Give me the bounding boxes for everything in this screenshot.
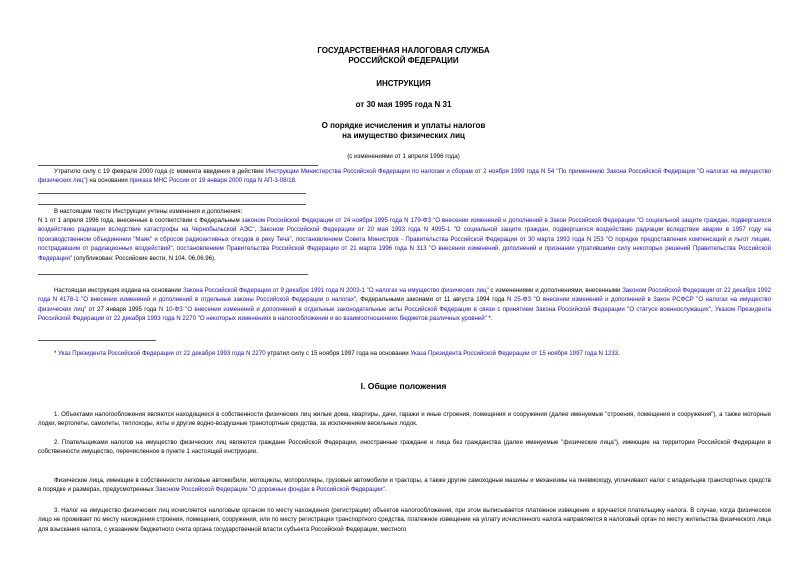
expiry-note [38,167,771,186]
footnote [38,349,771,358]
text: , [291,235,296,243]
paragraph-vehicles [38,476,771,495]
text: ) на основании [85,177,130,185]
text: * [54,350,59,357]
text: от 27 января 1995 года [86,305,159,313]
link-decree-2270[interactable]: Указом Президента Российской Федерации от 22 декабря 1993 года N 2270 "О некоторых изменениях в налогообложении и во взаимоотношениях бюджетов различных уровней" [38,305,771,323]
basis-paragraph [38,286,771,324]
text: , [254,226,260,234]
text: (опубликован: Российские вести, N 104, 06.06.96). [72,254,216,262]
org-name-line2: РОССИЙСКОЙ ФЕДЕРАЦИИ [348,56,459,65]
link-mns-instruction[interactable]: Инструкции Министерства Российской Федерации по налогам и сборам от 2 ноября 1999 года N 54 "По применению Закона Российской Федерации "О налогах на имущество физических лиц" [38,168,772,185]
paragraph-payers: 2. Плательщиками налогов на имущество физических лиц являются граждане Российской Федерации, иностранные граждане и лица без гражданства (далее именуемые "физические лица"), имеющие на территории Российской Федерации в собственности имущество, перечисленное в пункте 1 настоящей инструкции. [38,439,771,456]
link-law-4995[interactable]: Законом Российской Федерации от 20 мая 1993 года N 4995-1 "О социальной защите граждан, подвергшихся воздействию радиации вследствие аварии в 1957 году на производственном объединении "Маяк" и сбросов радиоактивных отходов в реку Теча" [38,226,771,243]
link-law-4178[interactable]: Законом Российской Федерации от 22 декабря 1992 года N 4178-1 "О внесении изменений и дополнений в отдельные законы Российской Федерации о налогах" [38,287,771,304]
paragraph-calculation: 3. Налог на имущество физических лиц исчисляется налоговым органом по месту нахождения (регистрации) объектов налогообложения, при этом выписывается платежное извещение и вручается плательщику налога. В случае, когда физическое лицо не проживает по месту нахождения строения, помещения, сооружения, или по месту регистрации транспортного средства, платежное извещение на уплату исчисленного налога направляется в налоговый орган по месту жительства физического лица для взыскания налога, с указанием бюджетного счета органа государственной власти субъекта Российской Федерации, местного [38,507,771,533]
divider [38,165,318,166]
document-type: ИНСТРУКЦИЯ [376,79,431,88]
text: *. [486,315,493,323]
text: , Федеральными законами от 11 августа 1994 года [356,296,508,304]
text: утратил силу с 15 ноября 1997 года на основании [265,350,411,357]
text: Настоящая инструкция издана на основании [54,287,183,294]
amendments-list [38,216,771,263]
link-decree-2270-footnote[interactable]: Указ Президента Российской Федерации от 22 декабря 1993 года N 2270 [58,350,266,357]
document-date: от 30 мая 1995 года N 31 [355,100,452,109]
link-law-2003[interactable]: Закона Российской Федерации от 9 декабря 1991 года N 2003-1 "О налогах на имущество физических лиц" [182,287,489,294]
divider [38,204,306,205]
divider [38,193,306,194]
paragraph-objects: 1. Объектами налогообложения являются находящиеся в собственности физических лиц жилые дома, квартиры, дачи, гаражи и иные строения, помещения и сооружения (далее именуемые "строения, помещения и сооружения"), а также моторные лодки, вертолеты, самолеты, теплоходы, яхты и другие водно-воздушные транспортные средства, за исключением весельных лодок. [38,411,771,428]
link-resolution-253[interactable]: постановлением Совета Министров - Правительства Российской Федерации от 30 марта 1993 года N 253 "О порядке предоставления компенсаций и льгот лицам, пострадавшим от радиационных воздействий" [38,235,772,253]
text: . [295,177,297,185]
text: Утратило силу с 19 февраля 2000 года (с момента введения в действие [54,168,266,175]
link-mns-order[interactable]: приказа МНС России от 19 января 2000 года N АП-3-08/18 [129,177,296,185]
changes-note: (с изменениями от 1 апреля 1996 года) [347,153,460,160]
link-road-funds-law[interactable]: Законом Российской Федерации "О дорожных фондах в Российской Федерации" [155,486,385,494]
text: Физические лица, имеющие в собственности легковые автомобили, мотоциклы, мотороллеры, грузовые автомобили и тракторы, а также другие самоходные машины и механизмы на пневмоходу, уплачивают налог с владельцев транспортных средств в порядке и размерах, предусмотренных [38,477,771,494]
amendments-intro: В настоящем тексте Инструкции учтены изменения и дополнения: [54,208,243,215]
org-name-line1: ГОСУДАРСТВЕННАЯ НАЛОГОВАЯ СЛУЖБА [317,46,490,55]
text: , [172,245,177,253]
link-federal-law-25[interactable]: N 25-ФЗ "О внесении изменений и дополнений в Закон РСФСР "О налогах на имущество физических лиц" [38,296,771,313]
section-heading: I. Общие положения [360,381,447,391]
link-federal-law-179[interactable]: законом Российской Федерации от 24 ноября 1995 года N 179-ФЗ "О внесении изменений и дополнений в Закон Российской Федерации "О социальной защите граждан, подвергшихся воздействию радиации вследствие катастрофы на Чернобыльской АЭС" [38,217,772,234]
link-resolution-313[interactable]: постановлением Правительства Российской Федерации от 21 марта 1996 года N 313 "О внесении изменений, дополнений и признании утратившими силу некоторых решений Правительства Российской Федерации" [38,245,771,262]
text: с изменениями и дополнениями, внесенными [488,287,623,294]
footnote-divider [38,340,156,341]
text: . [384,486,387,494]
text: N 1 от 1 апреля 1996 года, внесенные в соответствии с Федеральным [38,217,242,224]
divider [38,274,308,275]
link-decree-1233[interactable]: Указа Президента Российской Федерации от 15 ноября 1997 года N 1233 [410,350,619,357]
document-title-line1: О порядке исчисления и уплаты налогов [321,121,486,130]
text: . [618,350,620,357]
document-title-line2: на имущество физических лиц [342,131,465,140]
text: , [710,305,715,313]
link-federal-law-10[interactable]: N 10-ФЗ "О внесении изменений и дополнений в отдельные законодательные акты Российской Федерации в связи с принятием Закона Российской Федерации "О статусе военнослужащих" [158,305,711,313]
